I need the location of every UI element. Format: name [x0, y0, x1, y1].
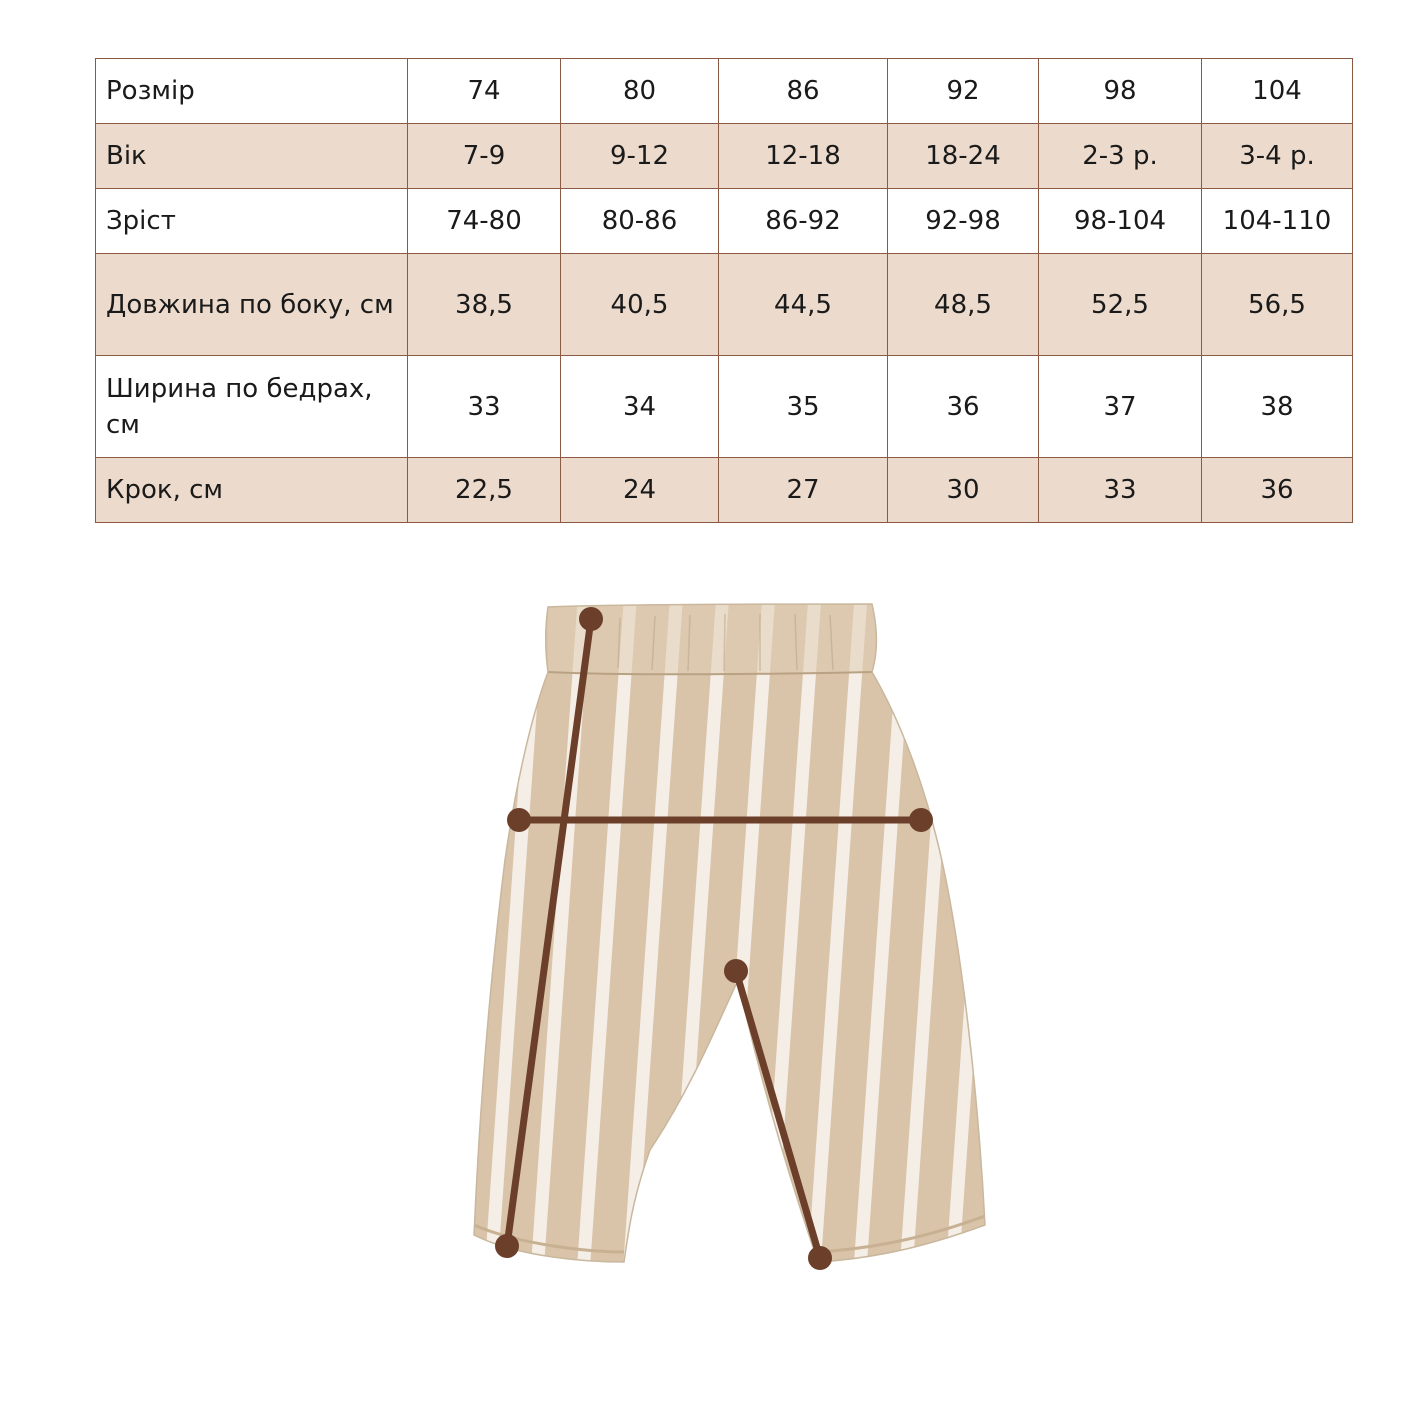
cell: 38	[1202, 356, 1353, 458]
cell: 48,5	[888, 254, 1039, 356]
cell: 104	[1202, 59, 1353, 124]
cell: 92-98	[888, 189, 1039, 254]
cell: 92	[888, 59, 1039, 124]
cell: 98-104	[1039, 189, 1202, 254]
cell: 38,5	[408, 254, 561, 356]
cell: 56,5	[1202, 254, 1353, 356]
cell: 22,5	[408, 458, 561, 523]
cell: 52,5	[1039, 254, 1202, 356]
cell: 74-80	[408, 189, 561, 254]
row-label: Зріст	[96, 189, 408, 254]
cell: 9-12	[561, 124, 719, 189]
cell: 7-9	[408, 124, 561, 189]
cell: 36	[888, 356, 1039, 458]
pants-body	[440, 590, 1020, 1290]
cell: 33	[1039, 458, 1202, 523]
cell: 3-4 р.	[1202, 124, 1353, 189]
cell: 27	[719, 458, 888, 523]
cell: 40,5	[561, 254, 719, 356]
cell: 37	[1039, 356, 1202, 458]
cell: 44,5	[719, 254, 888, 356]
cell: 30	[888, 458, 1039, 523]
row-label: Ширина по бедрах, см	[96, 356, 408, 458]
cell: 2-3 р.	[1039, 124, 1202, 189]
cell: 24	[561, 458, 719, 523]
cell: 80-86	[561, 189, 719, 254]
cell: 98	[1039, 59, 1202, 124]
cell: 74	[408, 59, 561, 124]
cell: 104-110	[1202, 189, 1353, 254]
cell: 35	[719, 356, 888, 458]
cell: 34	[561, 356, 719, 458]
cell: 18-24	[888, 124, 1039, 189]
row-label: Крок, см	[96, 458, 408, 523]
row-label: Розмір	[96, 59, 408, 124]
cell: 36	[1202, 458, 1353, 523]
cell: 80	[561, 59, 719, 124]
row-label: Довжина по боку, см	[96, 254, 408, 356]
cell: 33	[408, 356, 561, 458]
cell: 86-92	[719, 189, 888, 254]
row-label: Вік	[96, 124, 408, 189]
cell: 86	[719, 59, 888, 124]
cell: 12-18	[719, 124, 888, 189]
